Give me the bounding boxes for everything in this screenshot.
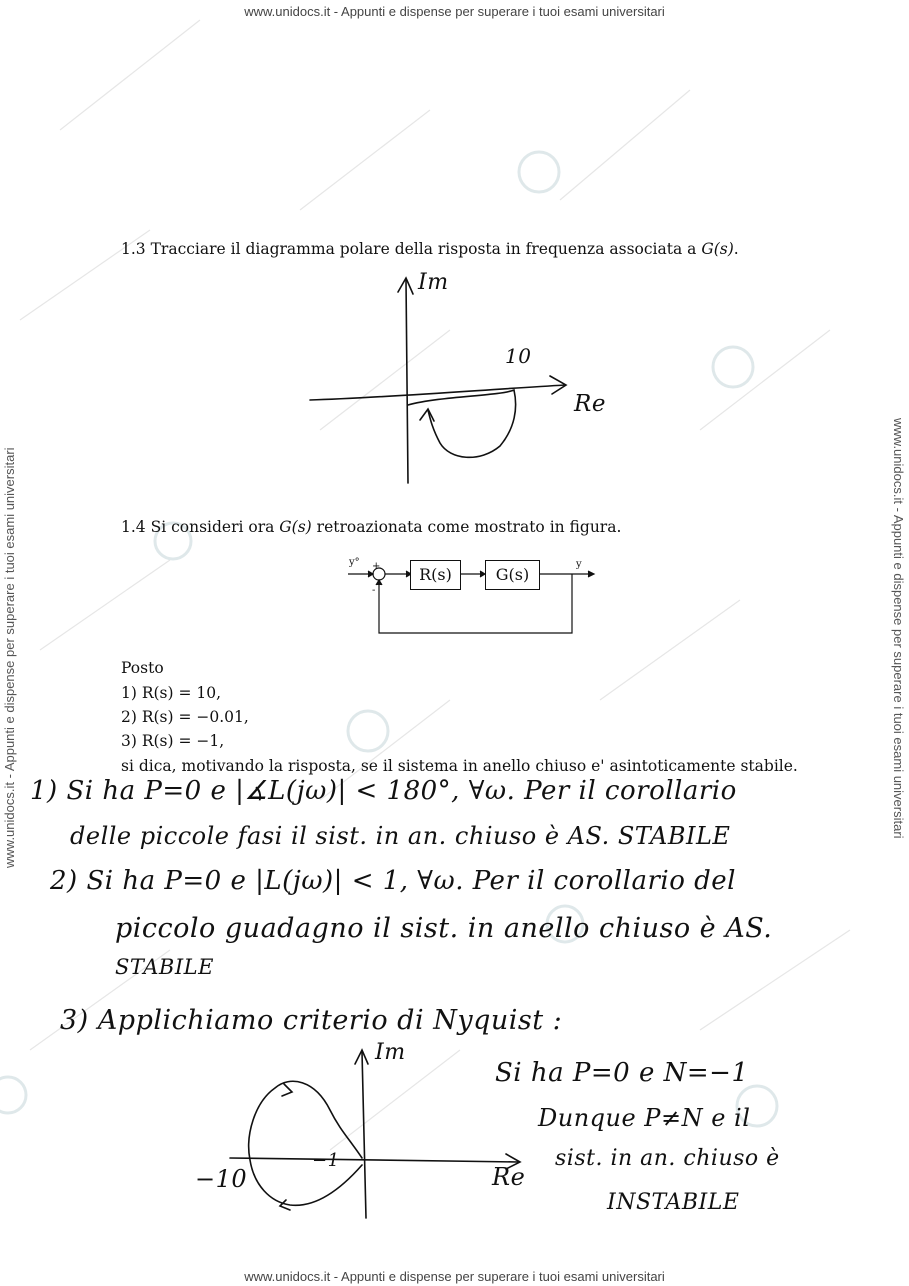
block-g: G(s) [485, 560, 540, 590]
output-label: y [576, 559, 582, 570]
q14-question: si dica, motivando la risposta, se il sistema in anello chiuso e' asintoticamente stabile. [121, 757, 798, 775]
nyquist-line-2: Dunque P≠N e il [538, 1104, 751, 1132]
q13-prefix: 1.3 Tracciare il diagramma polare della risposta in frequenza associata a [121, 240, 702, 258]
plus-sign: + [372, 561, 381, 572]
case-2: 2) R(s) = −0.01, [121, 708, 249, 726]
minus-sign: - [372, 585, 376, 596]
answer-1-line-2: delle piccole fasi il sist. in an. chiuso è AS. STABILE [70, 822, 731, 850]
plot1-im-label: Im [418, 270, 449, 295]
block-r: R(s) [410, 560, 461, 590]
watermark-bottom: www.unidocs.it - Appunti e dispense per superare i tuoi esami universitari [244, 1269, 665, 1284]
question-1-4 [121, 518, 621, 536]
watermark-top: www.unidocs.it - Appunti e dispense per superare i tuoi esami universitari [244, 4, 665, 19]
q13-suffix: . [733, 240, 739, 258]
q14-func: G(s) [279, 518, 312, 536]
nyquist-line-4: INSTABILE [607, 1190, 740, 1215]
plot1-ten-label: 10 [505, 344, 532, 368]
plot3-im-label: Im [375, 1040, 406, 1065]
answer-1-line-1: 1) Si ha P=0 e |∡L(jω)| < 180°, ∀ω. Per il corollario [30, 776, 737, 806]
input-label: y° [349, 557, 360, 568]
block-diagram [340, 555, 610, 640]
nyquist-line-3: sist. in an. chiuso è [555, 1146, 780, 1171]
posto-label: Posto [121, 659, 164, 677]
q13-func: G(s) [701, 240, 734, 258]
q14-prefix: 1.4 Si consideri ora [121, 518, 280, 536]
plot3-minus10-label: −10 [195, 1165, 248, 1193]
polar-plot-sketch [300, 268, 640, 488]
q14-suffix: retroazionata come mostrato in figura. [311, 518, 622, 536]
watermark-right: www.unidocs.it - Appunti e dispense per superare i tuoi esami universitari [891, 418, 906, 839]
plot1-re-label: Re [574, 391, 606, 417]
answer-2-line-2: piccolo guadagno il sist. in anello chiuso è AS. [115, 913, 773, 944]
answer-2-line-1: 2) Si ha P=0 e |L(jω)| < 1, ∀ω. Per il corollario del [50, 866, 736, 896]
plot3-minus1-label: −1 [312, 1150, 340, 1171]
watermark-left: www.unidocs.it - Appunti e dispense per superare i tuoi esami universitari [2, 447, 17, 868]
case-3: 3) R(s) = −1, [121, 732, 225, 750]
question-1-3 [121, 240, 739, 258]
answer-2-line-3: STABILE [115, 955, 214, 979]
nyquist-line-1: Si ha P=0 e N=−1 [495, 1058, 749, 1088]
case-1: 1) R(s) = 10, [121, 684, 222, 702]
nyquist-sketch [190, 1040, 530, 1220]
plot3-re-label: Re [492, 1163, 526, 1191]
answer-3-line-1: 3) Applichiamo criterio di Nyquist : [60, 1005, 563, 1036]
